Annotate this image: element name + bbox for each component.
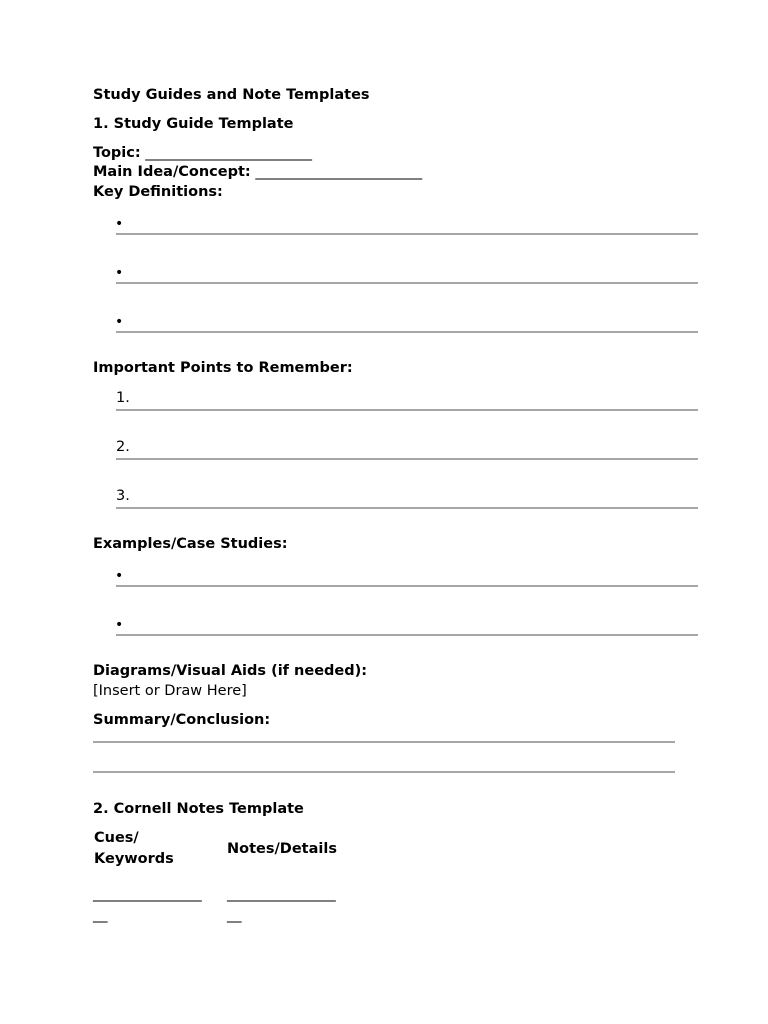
important-point-line-1 — [116, 409, 698, 411]
key-definition-bullet-2: • — [115, 265, 124, 281]
important-point-number-1: 1. — [116, 390, 130, 406]
example-bullet-1: • — [115, 568, 124, 584]
notes-blank-line1: _______________ — [227, 886, 336, 902]
cues-header-line1: Cues/ — [94, 830, 139, 846]
notes-blank-line2: __ — [227, 907, 242, 923]
example-line-2 — [116, 634, 698, 636]
section1-heading: 1. Study Guide Template — [93, 116, 294, 132]
key-definitions-label: Key Definitions: — [93, 184, 223, 200]
examples-label: Examples/Case Studies: — [93, 536, 288, 552]
topic-line — [93, 145, 312, 161]
diagrams-placeholder: [Insert or Draw Here] — [93, 683, 247, 699]
cues-column-header — [94, 828, 174, 870]
main-idea-blank: _______________________ — [255, 164, 423, 180]
important-point-line-2 — [116, 458, 698, 460]
notes-blank — [227, 884, 336, 926]
section2-heading: 2. Cornell Notes Template — [93, 801, 304, 817]
key-definition-line-1 — [116, 233, 698, 235]
notes-column-header: Notes/Details — [227, 841, 337, 857]
topic-label: Topic: — [93, 145, 141, 161]
cues-header-line2: Keywords — [94, 851, 174, 867]
document-title: Study Guides and Note Templates — [93, 87, 370, 103]
topic-blank: _______________________ — [145, 145, 313, 161]
important-point-number-2: 2. — [116, 439, 130, 455]
cues-blank — [93, 884, 202, 926]
cues-blank-line1: _______________ — [93, 886, 202, 902]
main-idea-line — [93, 164, 422, 180]
key-definition-line-3 — [116, 331, 698, 333]
summary-label: Summary/Conclusion: — [93, 712, 271, 728]
summary-line-1 — [93, 741, 675, 743]
summary-line-2 — [93, 771, 675, 773]
important-point-line-3 — [116, 507, 698, 509]
main-idea-label: Main Idea/Concept: — [93, 164, 251, 180]
cues-blank-line2: __ — [93, 907, 108, 923]
key-definition-bullet-3: • — [115, 314, 124, 330]
important-points-label: Important Points to Remember: — [93, 360, 353, 376]
example-bullet-2: • — [115, 617, 124, 633]
example-line-1 — [116, 585, 698, 587]
important-point-number-3: 3. — [116, 488, 130, 504]
key-definition-line-2 — [116, 282, 698, 284]
diagrams-label: Diagrams/Visual Aids (if needed): — [93, 663, 368, 679]
key-definition-bullet-1: • — [115, 216, 124, 232]
